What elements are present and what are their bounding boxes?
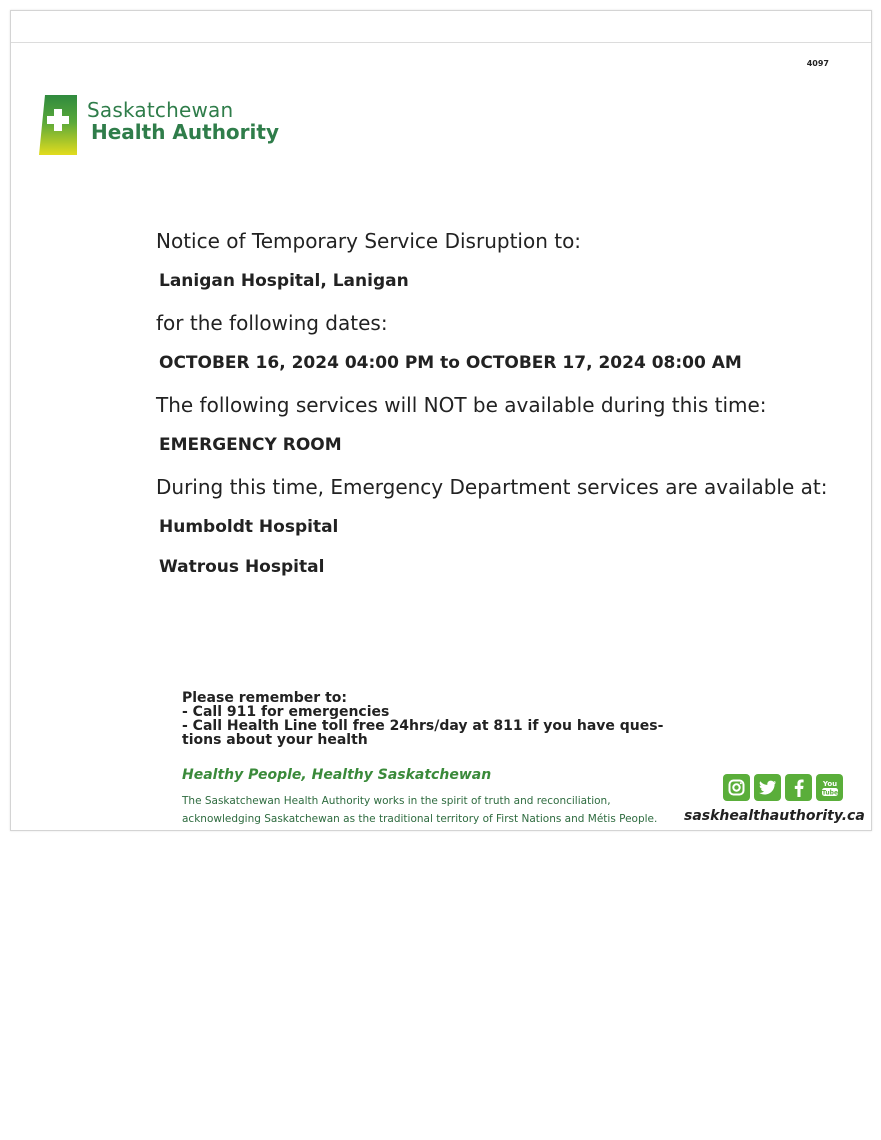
logo-line-1: Saskatchewan bbox=[87, 98, 234, 122]
facebook-icon bbox=[785, 774, 812, 801]
acknowledgement-line: acknowledging Saskatchewan as the traditional territory of First Nations and Métis People. bbox=[182, 813, 658, 825]
social-icons bbox=[723, 774, 843, 801]
reminder-block bbox=[182, 691, 682, 747]
services-label: The following services will NOT be available during this time: bbox=[156, 393, 767, 417]
sha-logo-icon bbox=[39, 95, 77, 155]
logo-line-2: Health Authority bbox=[91, 120, 279, 144]
disruption-dates: OCTOBER 16, 2024 04:00 PM to OCTOBER 17, 2024 08:00 AM bbox=[159, 353, 742, 373]
acknowledgement-line: The Saskatchewan Health Authority works in the spirit of truth and reconciliation, bbox=[182, 795, 611, 807]
reminder-line: - Call Health Line toll free 24hrs/day at 811 if you have ques- bbox=[182, 718, 664, 734]
page-top-border bbox=[11, 11, 871, 43]
svg-text:You: You bbox=[822, 779, 837, 788]
document-number: 4097 bbox=[806, 59, 829, 68]
unavailable-service: EMERGENCY ROOM bbox=[159, 435, 342, 455]
alternative-facility: Watrous Hospital bbox=[159, 557, 325, 577]
sha-logo bbox=[39, 95, 279, 155]
notice-body bbox=[156, 229, 856, 577]
reminder-line: tions about your health bbox=[182, 732, 368, 748]
alternative-facility: Humboldt Hospital bbox=[159, 517, 339, 537]
reminder-line: - Call 911 for emergencies bbox=[182, 704, 390, 720]
twitter-icon bbox=[754, 774, 781, 801]
website-url: saskhealthauthority.ca bbox=[684, 808, 865, 824]
dates-label: for the following dates: bbox=[156, 311, 388, 335]
svg-text:Tube: Tube bbox=[821, 788, 838, 796]
footer-tagline: Healthy People, Healthy Saskatchewan bbox=[182, 767, 492, 783]
facility-name: Lanigan Hospital, Lanigan bbox=[159, 271, 409, 291]
reminder-title: Please remember to: bbox=[182, 690, 347, 706]
alternatives-label: During this time, Emergency Department services are available at: bbox=[156, 475, 828, 499]
instagram-icon bbox=[723, 774, 750, 801]
document-page bbox=[10, 10, 872, 831]
notice-heading: Notice of Temporary Service Disruption to: bbox=[156, 229, 582, 253]
youtube-icon bbox=[816, 774, 843, 801]
footer-acknowledgement bbox=[182, 792, 657, 828]
